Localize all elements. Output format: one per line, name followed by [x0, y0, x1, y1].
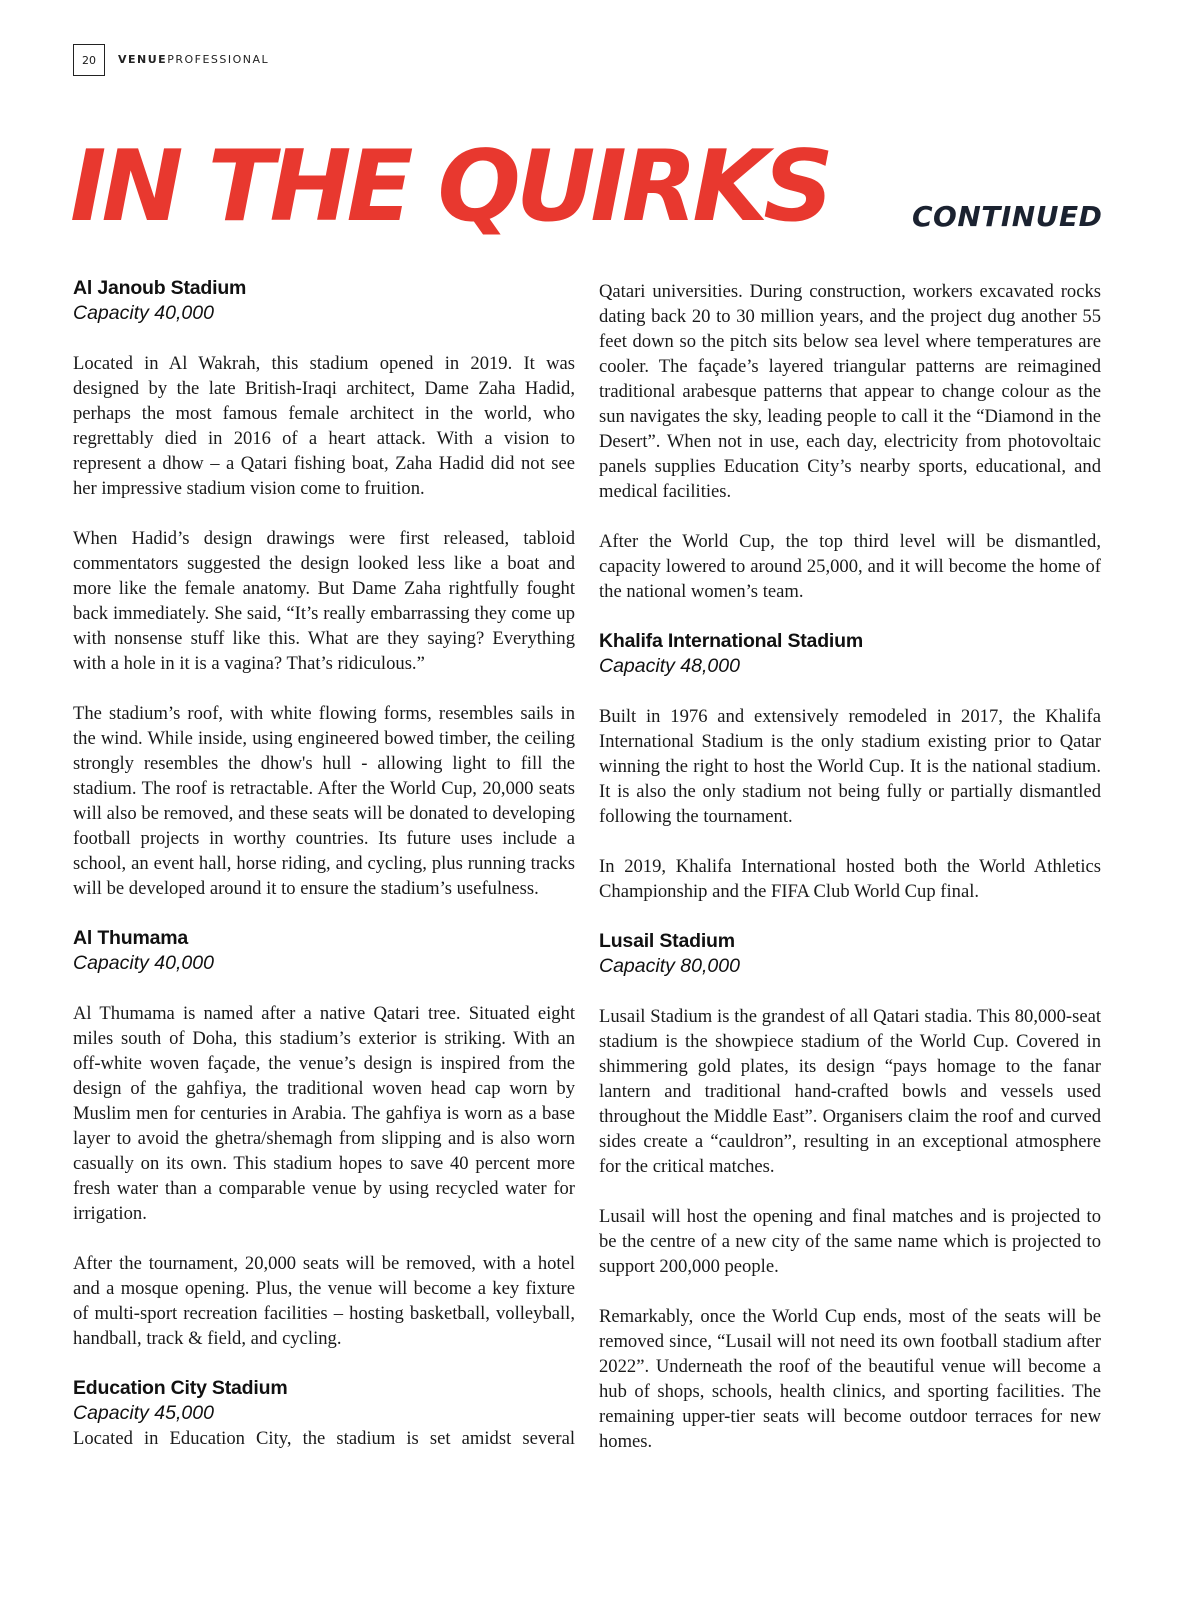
body-paragraph: In 2019, Khalifa International hosted both the World Athletics Championship and the FIFA Club World Cup final. — [599, 856, 1101, 902]
right-column — [599, 279, 1101, 1454]
body-paragraph: Remarkably, once the World Cup ends, most of the seats will be removed since, “Lusail will not need its own football stadium after 2022”. Underneath the roof of the beautiful venue will become a hub of shops, schools, health clinics, and sporting facilities. The remaining upper-tier seats will become outdoor terraces for new homes. — [599, 1306, 1101, 1452]
body-paragraph: After the tournament, 20,000 seats will be removed, with a hotel and a mosque opening. Plus, the venue will become a key fixture of multi-sport recreation facilities – hosting basketball, volleyball, handball, track & field, and cycling. — [73, 1253, 575, 1349]
stadium-capacity: Capacity 40,000 — [73, 302, 214, 324]
masthead-rest: PROFESSIONAL — [167, 53, 270, 66]
body-paragraph: Qatari universities. During construction, workers excavated rocks dating back 20 to 30 million years, and the project dug another 55 feet down so the pitch sits below sea level where temperatures are cooler. The façade’s layered triangular patterns are reimagined traditional arabesque patterns that appear to change colour as the sun navigates the sky, leading people to call it the “Diamond in the Desert”. When not in use, each day, electricity from photovoltaic panels supplies Education City’s nearby sports, educational, and medical facilities. — [599, 281, 1101, 502]
stadium-capacity: Capacity 40,000 — [73, 952, 214, 974]
body-paragraph: When Hadid’s design drawings were first released, tabloid commentators suggested the design looked less like a boat and more like the female anatomy. But Dame Zaha rightfully fought back immediately. She said, “It’s really embarrassing they come up with nonsense stuff like this. What are they saying? Everything with a hole in it is a vagina? That’s ridiculous.” — [73, 528, 575, 674]
masthead-bold: VENUE — [118, 53, 168, 66]
body-paragraph: Lusail Stadium is the grandest of all Qatari stadia. This 80,000-seat stadium is the showpiece stadium of the World Cup. Covered in shimmering gold plates, its design “pays homage to the fanar lantern and traditional hand-crafted bowls and vessels used throughout the Middle East”. Organisers claim the roof and curved sides create a “cauldron”, resulting in an exceptional atmosphere for the critical matches. — [599, 1006, 1101, 1177]
body-paragraph: Located in Education City, the stadium is set amidst several — [73, 1428, 575, 1449]
body-paragraph: Built in 1976 and extensively remodeled in 2017, the Khalifa International Stadium is the only stadium existing prior to Qatar winning the right to host the World Cup. It is the national stadium. It is also the only stadium not being fully or partially dismantled following the tournament. — [599, 706, 1101, 827]
stadium-heading: Khalifa International Stadium — [599, 630, 863, 652]
page-headline: IN THE QUIRKS — [70, 130, 829, 244]
stadium-capacity: Capacity 48,000 — [599, 655, 740, 677]
stadium-capacity: Capacity 80,000 — [599, 955, 740, 977]
body-paragraph: Al Thumama is named after a native Qatari tree. Situated eight miles south of Doha, this stadium’s exterior is striking. With an off-white woven façade, the venue’s design is inspired from the design of the gahfiya, the traditional woven head cap worn by Muslim men for centuries in Arabia. The gahfiya is worn as a base layer to avoid the ghetra/shemagh from slipping and is also worn casually on its own. This stadium hopes to save 40 percent more fresh water than a comparable venue by using recycled water for irrigation. — [73, 1003, 575, 1224]
stadium-heading: Education City Stadium — [73, 1377, 288, 1399]
continued-label: CONTINUED — [912, 200, 1103, 233]
magazine-masthead — [118, 53, 269, 66]
left-column — [73, 276, 575, 1451]
stadium-heading: Lusail Stadium — [599, 930, 735, 952]
stadium-heading: Al Thumama — [73, 927, 189, 949]
stadium-capacity: Capacity 45,000 — [73, 1402, 214, 1424]
page-number: 20 — [73, 44, 105, 76]
body-paragraph: The stadium’s roof, with white flowing forms, resembles sails in the wind. While inside, using engineered bowed timber, the ceiling strongly resembles the dhow's hull - allowing light to fill the stadium. The roof is retractable. After the World Cup, 20,000 seats will also be removed, and these seats will be donated to developing football projects in worthy countries. Its future uses include a school, an event hall, horse riding, and cycling, plus running tracks will be developed around it to ensure the stadium’s usefulness. — [73, 703, 575, 899]
body-paragraph: Located in Al Wakrah, this stadium opened in 2019. It was designed by the late British-Iraqi architect, Dame Zaha Hadid, perhaps the most famous female architect in the world, who regrettably died in 2016 of a heart attack. With a vision to represent a dhow – a Qatari fishing boat, Zaha Hadid did not see her impressive stadium vision come to fruition. — [73, 353, 575, 499]
body-paragraph: Lusail will host the opening and final matches and is projected to be the centre of a new city of the same name which is projected to support 200,000 people. — [599, 1206, 1101, 1277]
stadium-heading: Al Janoub Stadium — [73, 277, 247, 299]
body-paragraph: After the World Cup, the top third level will be dismantled, capacity lowered to around 25,000, and it will become the home of the national women’s team. — [599, 531, 1101, 602]
